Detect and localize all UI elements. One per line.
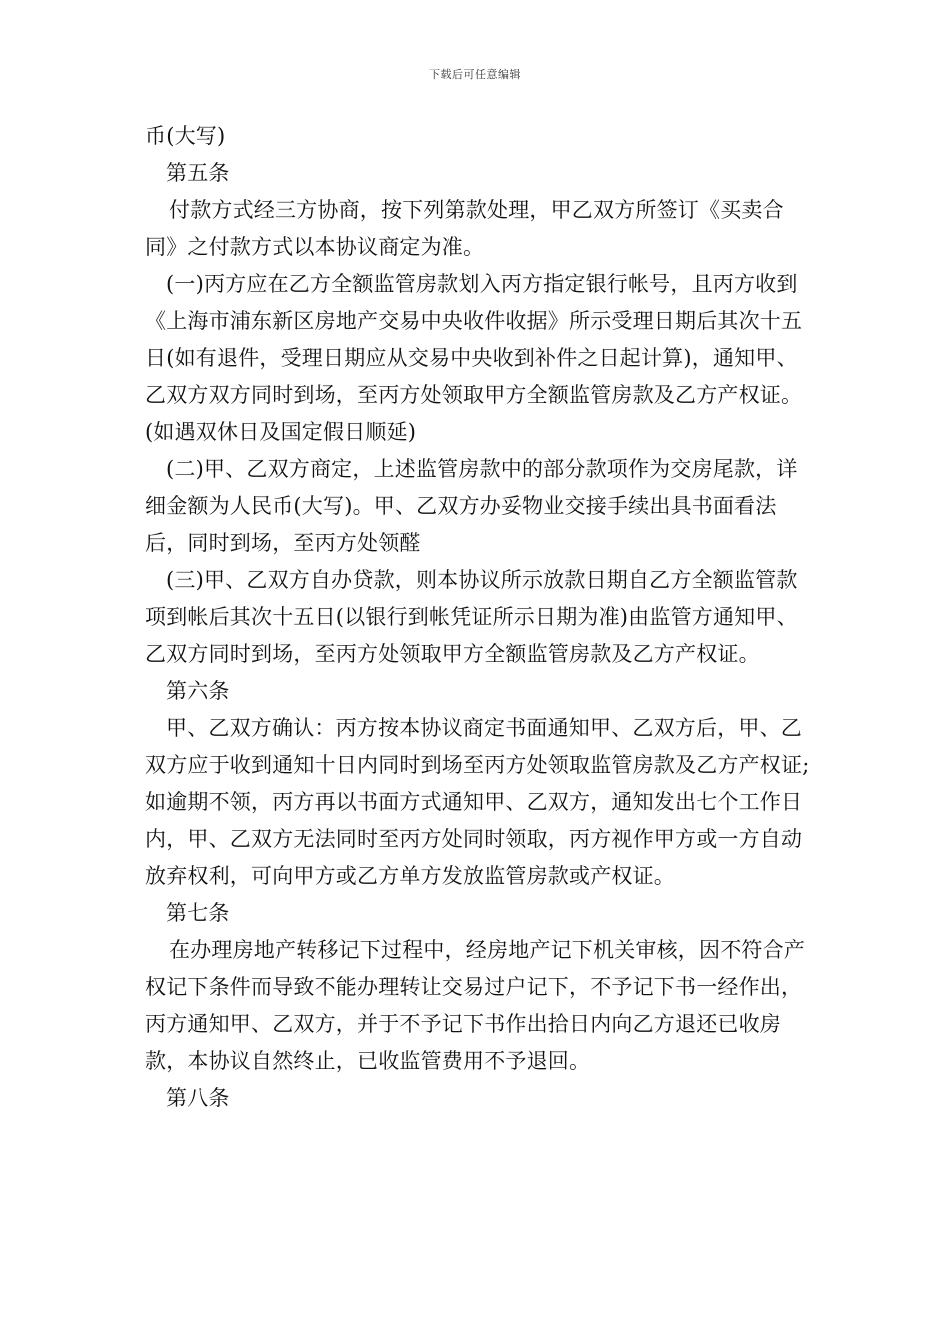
- document-body: [145, 118, 810, 1117]
- article-8-heading: 第八条: [166, 1086, 230, 1110]
- paragraph-currency-continuation: 币(大写): [145, 124, 226, 148]
- page-header-note: 下载后可任意编辑: [429, 68, 521, 81]
- article-7-paragraph: 在办理房地产转移记下过程中，经房地产记下机关审核，因不符合产权记下条件而导致不能办理转让交易过户记下，不予记下书一经作出，丙方通知甲、乙双方，并于不予记下书作出拾日内向乙方退还已收房款，本协议自然终止，已收监管费用不予退回。: [145, 938, 805, 1073]
- article-6-paragraph: 甲、乙双方确认：丙方按本协议商定书面通知甲、乙双方后，甲、乙双方应于收到通知十日内同时到场至丙方处领取监管房款及乙方产权证;如逾期不领，丙方再以书面方式通知甲、乙双方，通知发出七个工作日内，甲、乙双方无法同时至丙方处同时领取，丙方视作甲方或一方自动放弃权利，可向甲方或乙方单方发放监管房款或产权证。: [145, 716, 810, 888]
- article-5-heading: 第五条: [166, 161, 230, 185]
- article-7-heading: 第七条: [166, 901, 230, 925]
- article-6-heading: 第六条: [166, 679, 230, 703]
- article-5-clause-1: (一)丙方应在乙方全额监管房款划入丙方指定银行帐号，且丙方收到《上海市浦东新区房地产交易中央收件收据》所示受理日期后其次十五日(如有退件，受理日期应从交易中央收到补件之日起计算)，通知甲、乙双方双方同时到场，至丙方处领取甲方全额监管房款及乙方产权证。(如遇双休日及国定假日顺延): [145, 272, 803, 444]
- article-5-clause-3: (三)甲、乙双方自办贷款，则本协议所示放款日期自乙方全额监管款项到帐后其次十五日(以银行到帐凭证所示日期为准)由监管方通知甲、乙双方同时到场，至丙方处领取甲方全额监管房款及乙方产权证。: [145, 568, 798, 666]
- article-5-paragraph: 付款方式经三方协商，按下列第款处理，甲乙双方所签订《买卖合同》之付款方式以本协议商定为准。: [145, 198, 784, 259]
- article-5-clause-2: (二)甲、乙双方商定，上述监管房款中的部分款项作为交房尾款，详细金额为人民币(大写)。甲、乙双方办妥物业交接手续出具书面看法后，同时到场，至丙方处领醛: [145, 457, 798, 555]
